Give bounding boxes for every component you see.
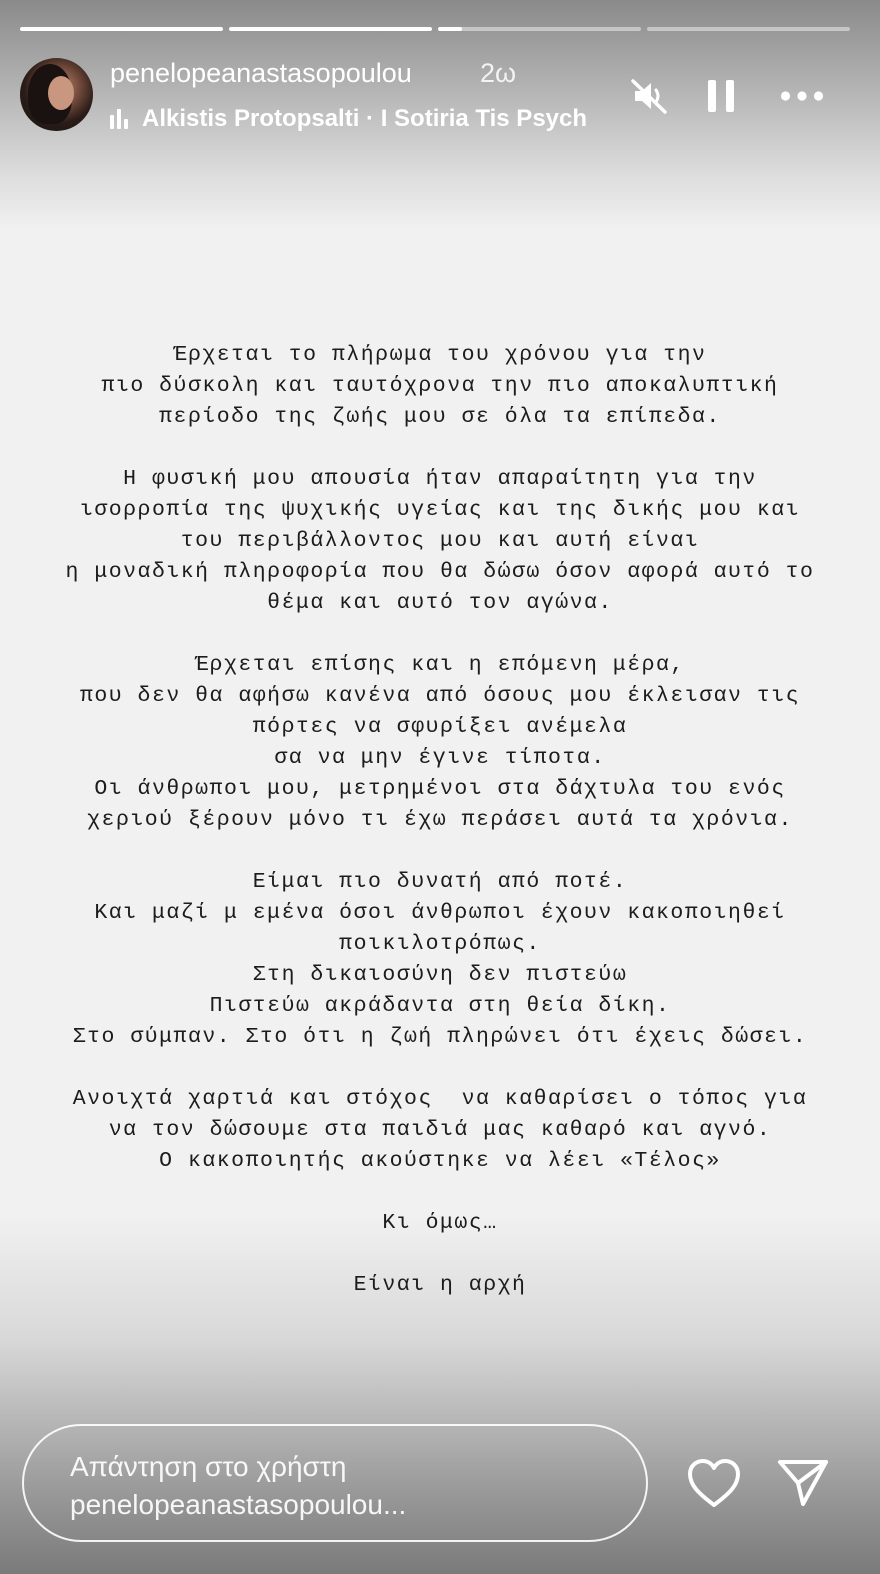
story-text-line bbox=[0, 836, 880, 867]
story-text-line: ποικιλοτρόπως. bbox=[339, 932, 541, 956]
progress-segment bbox=[647, 27, 850, 31]
story-text-line: Ανοιχτά χαρτιά και στόχος να καθαρίσει ο τόπος για bbox=[72, 1087, 808, 1111]
story-text-line: Είμαι πιο δυνατή από ποτέ. bbox=[252, 870, 628, 894]
story-text-line: πόρτες να σφυρίξει ανέμελα bbox=[252, 715, 628, 739]
story-text-line: ισορροπία της ψυχικής υγείας και της δικής μου και bbox=[79, 498, 801, 522]
music-track-label: Alkistis Protopsalti · I Sotiria Tis Psych bbox=[142, 105, 588, 132]
story-text-line: Έρχεται επίσης και η επόμενη μέρα, bbox=[195, 653, 685, 677]
heart-icon[interactable] bbox=[686, 1458, 742, 1510]
story-text-line: θέμα και αυτό τον αγώνα. bbox=[267, 591, 613, 615]
story-text-line: Είναι η αρχή bbox=[353, 1273, 527, 1297]
pause-icon[interactable] bbox=[699, 74, 743, 118]
story-text-line: να τον δώσουμε στα παιδιά μας καθαρό και αγνό. bbox=[108, 1118, 772, 1142]
story-progress-bar bbox=[20, 27, 850, 31]
username[interactable]: penelopeanastasopoulou bbox=[110, 58, 412, 88]
story-text-line: σα να μην έγινε τίποτα. bbox=[274, 746, 606, 770]
progress-segment bbox=[229, 27, 432, 31]
music-track[interactable] bbox=[110, 104, 596, 134]
story-text-line: περίοδο της ζωής μου σε όλα τα επίπεδα. bbox=[159, 405, 721, 429]
story-text-line: Οι άνθρωποι μου, μετρημένοι στα δάχτυλα του ενός bbox=[94, 777, 786, 801]
muted-speaker-icon[interactable] bbox=[627, 74, 671, 118]
story-text-line: του περιβάλλοντος μου και αυτή είναι bbox=[180, 529, 700, 553]
story-text-line: Στο σύμπαν. Στο ότι η ζωή πληρώνει ότι έχεις δώσει. bbox=[72, 1025, 808, 1049]
story-text-line: που δεν θα αφήσω κανένα από όσους μου έκλεισαν τις bbox=[79, 684, 801, 708]
story-text-line bbox=[0, 1053, 880, 1084]
story-text-line: Κι όμως… bbox=[382, 1211, 498, 1235]
story-text-line: πιο δύσκολη και ταυτόχρονα την πιο αποκαλυπτική bbox=[101, 374, 779, 398]
reply-placeholder-line-2: penelopeanastasopoulou... bbox=[70, 1489, 407, 1520]
send-icon[interactable] bbox=[776, 1456, 830, 1510]
audio-bars-icon bbox=[110, 109, 128, 129]
post-time: 2ω bbox=[480, 58, 517, 88]
progress-segment bbox=[20, 27, 223, 31]
story-text-line: Στη δικαιοσύνη δεν πιστεύω bbox=[252, 963, 628, 987]
reply-placeholder-line-1: Απάντηση στο χρήστη bbox=[70, 1451, 347, 1482]
story-text-line: Η φυσική μου απουσία ήταν απαραίτητη για την bbox=[123, 467, 757, 491]
progress-segment bbox=[438, 27, 641, 31]
story-text-line: Ο κακοποιητής ακούστηκε να λέει «Τέλος» bbox=[159, 1149, 721, 1173]
story-text-line: χεριού ξέρουν μόνο τι έχω περάσει αυτά τα χρόνια. bbox=[87, 808, 793, 832]
story-text-line: Και μαζί μ εμένα όσοι άνθρωποι έχουν κακοποιηθεί bbox=[94, 901, 786, 925]
story-text-line: Πιστεύω ακράδαντα στη θεία δίκη. bbox=[209, 994, 671, 1018]
more-options-icon[interactable] bbox=[780, 74, 824, 118]
story-text-line bbox=[0, 1177, 880, 1208]
reply-input[interactable] bbox=[22, 1424, 648, 1542]
story-text-line bbox=[0, 619, 880, 650]
story-text-line bbox=[0, 1239, 880, 1270]
story-text bbox=[0, 340, 880, 1301]
avatar[interactable] bbox=[20, 58, 93, 131]
story-text-line: Έρχεται το πλήρωμα του χρόνου για την bbox=[173, 343, 707, 367]
story-text-line: η μοναδική πληροφορία που θα δώσω όσον αφορά αυτό το bbox=[65, 560, 815, 584]
story-text-line bbox=[0, 433, 880, 464]
